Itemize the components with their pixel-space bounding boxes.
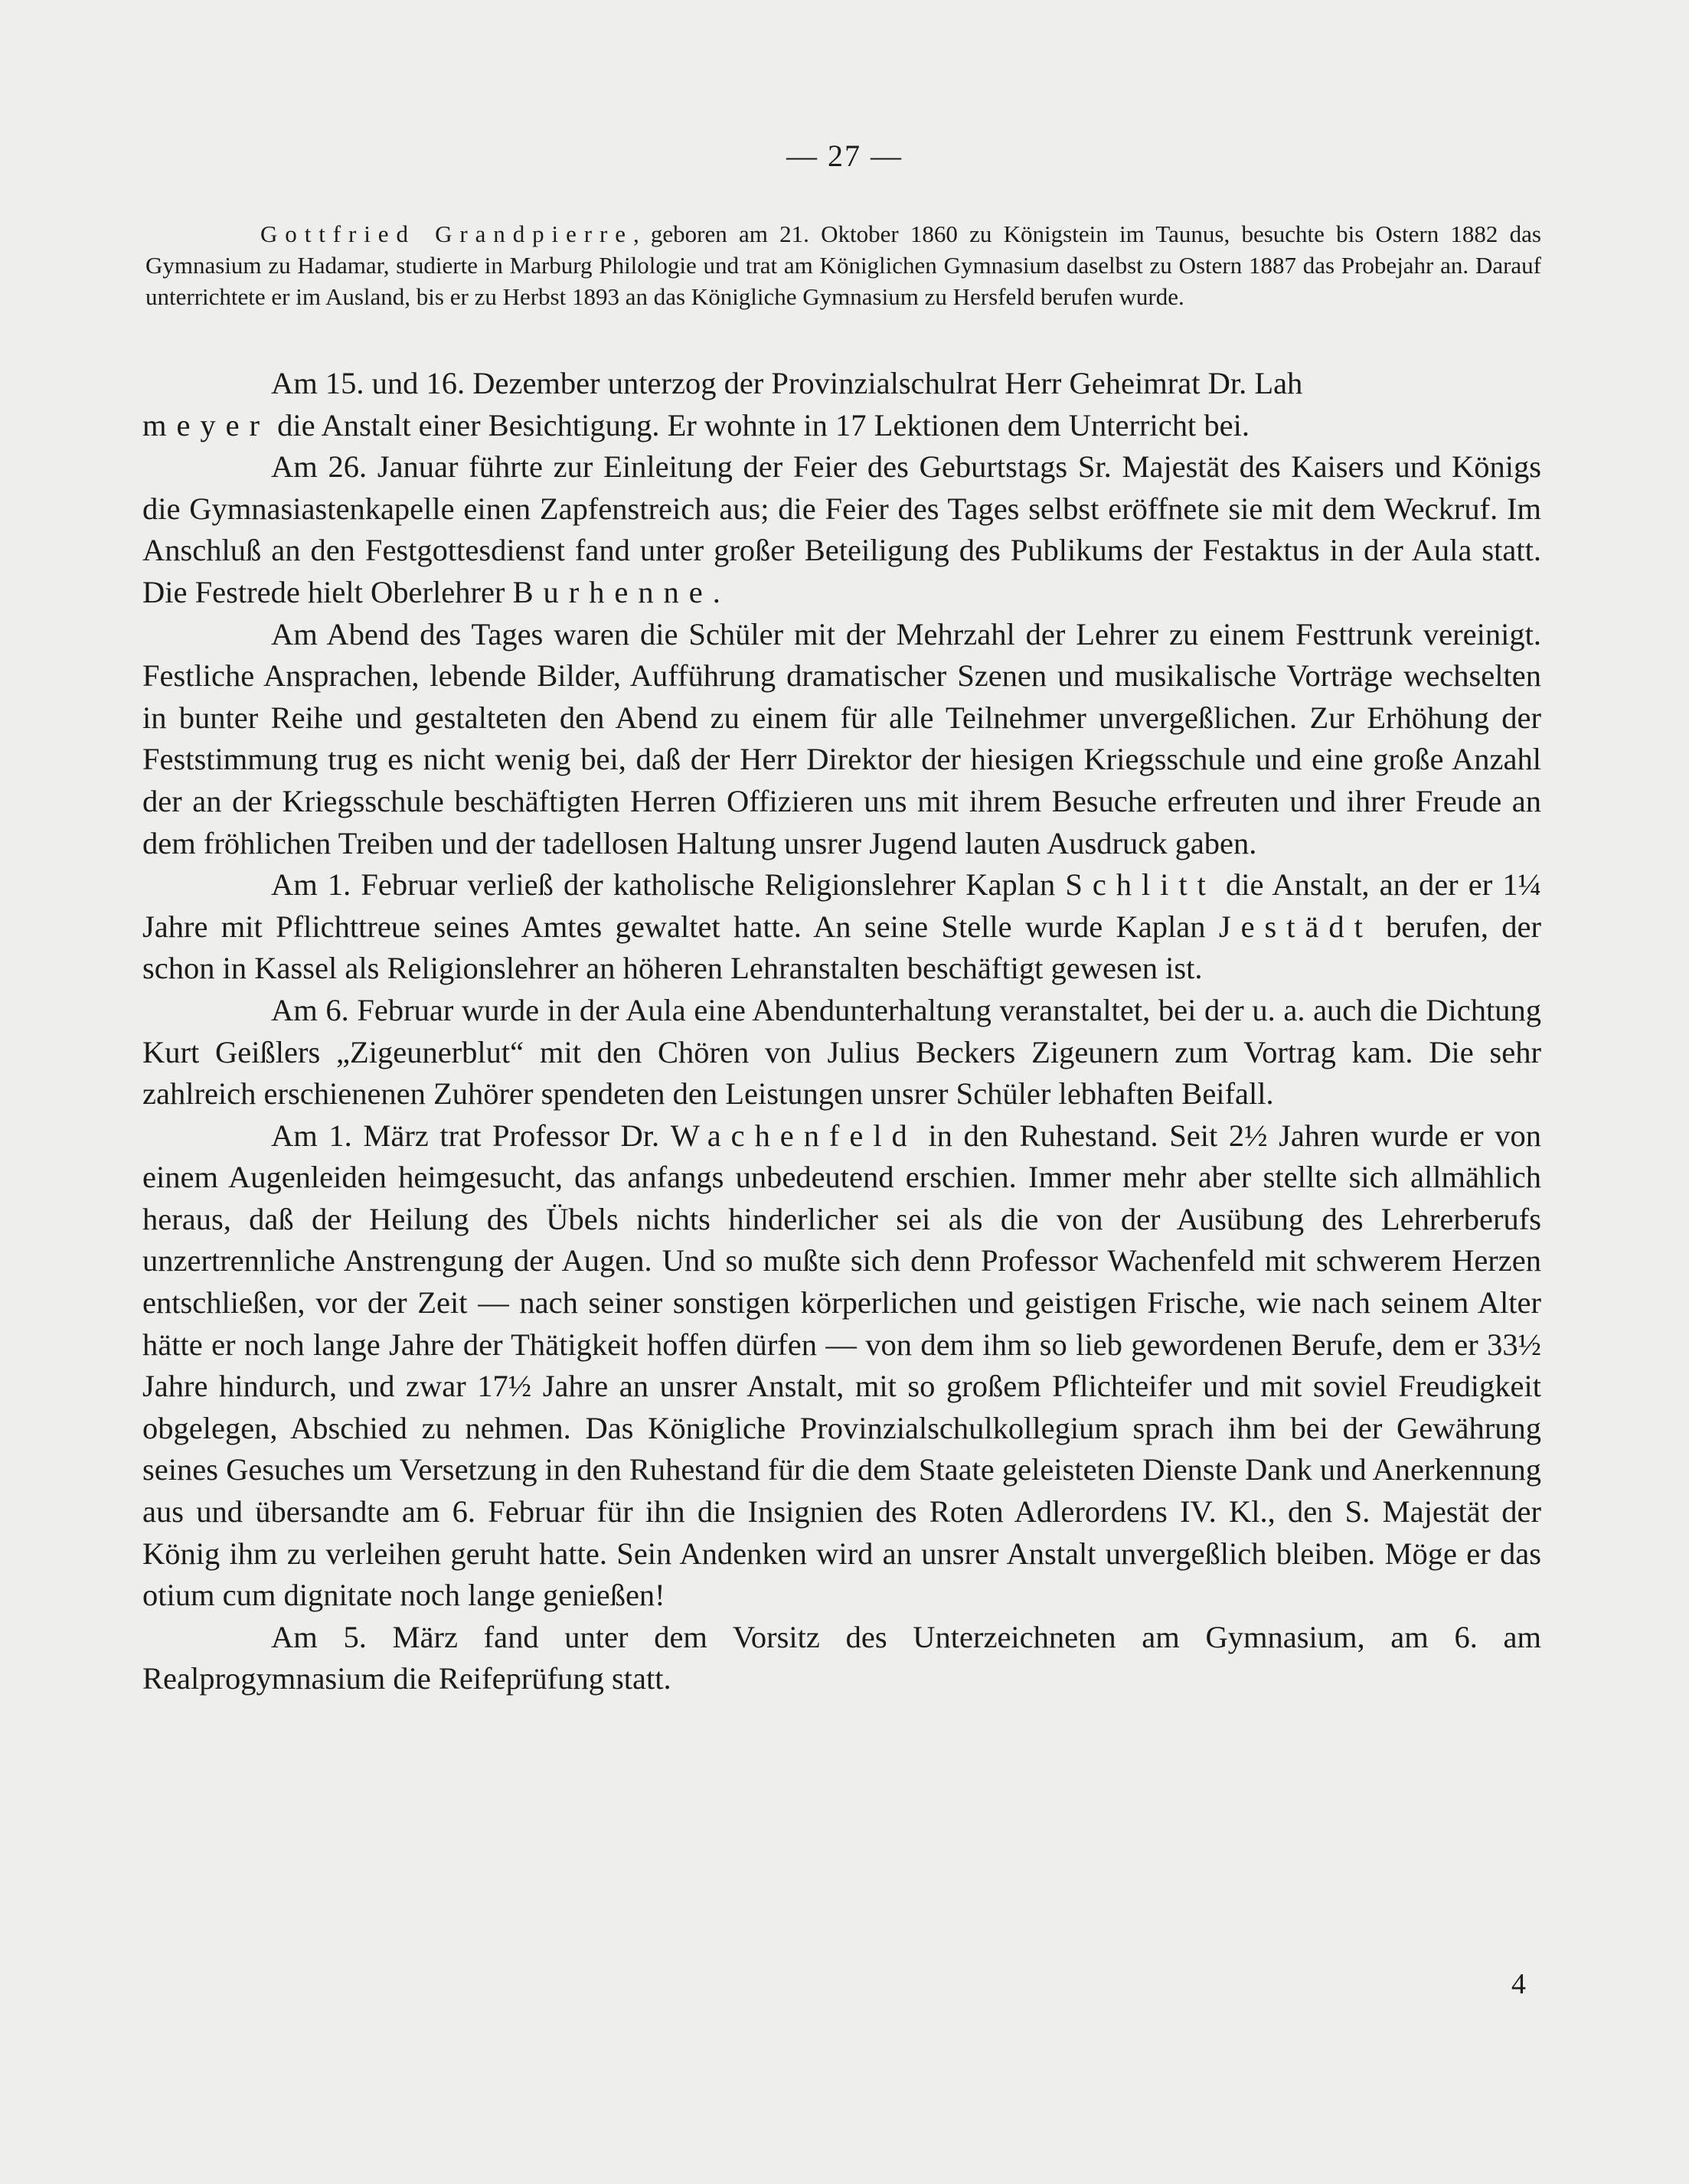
paragraph-evening-celebration: Am Abend des Tages waren die Schüler mit der Mehrzahl der Lehrer zu einem Festtrunk vereinigt. Festliche Ansprachen, lebende Bilder, Aufführung dramatischer Szenen und musikalische Vorträge wechselten in bunter Reihe und gestalteten den Abend zu einem für alle Teilnehmer unvergeßlichen. Zur Erhöhung der Feststimmung trug es nicht wenig bei, daß der Herr Direktor der hiesigen Kriegsschule und eine große Anzahl der an der Kriegsschule beschäftigten Herren Offizieren uns mit ihrem Besuche erfreuten und ihrer Freude an dem fröhlichen Treiben und der tadellosen Haltung unsrer Jugend lauten Ausdruck gaben. — [142, 616, 1541, 860]
spaced-name: Wachenfeld — [670, 1118, 917, 1153]
paragraph-text: in den Ruhestand. Seit 2½ Jahren wurde er von einem Augenleiden heimgesucht, das anfangs unbedeutend erschien. Immer mehr aber stellte sich allmählich heraus, daß der Heilung des Übels nichts hinderlicher sei als die von der Ausübung des Lehrerberufs unzertrennliche Anstrengung der Augen. Und so mußte sich denn Professor Wachenfeld mit schwerem Herzen entschließen, vor der Zeit — nach seiner sonstigen körperlichen und geistigen Frische, wie nach seinem Alter hätte er noch lange Jahre der Thätigkeit hoffen dürfen — von dem ihm so lieb gewordenen Berufe, dem er 33½ Jahre hindurch, und zwar 17½ Jahre an unsrer Anstalt, mit so großem Pflichteifer und mit soviel Freudigkeit obgelegen, Abschied zu nehmen. Das Königliche Provinzialschulkollegium sprach ihm bei der Gewährung seines Gesuches um Versetzung in den Ruhestand für die dem Staate geleisteten Dienste Dank und Anerkennung aus und übersandte am 6. Februar für ihn die Insignien des Roten Adlerordens IV. Kl., den S. Majestät der König ihm zu verleihen geruht hatte. Sein Andenken wird an unsrer Anstalt unvergeßlich bleiben. Möge er das otium cum dignitate noch lange genießen! — [142, 1118, 1541, 1613]
main-text — [142, 363, 1541, 1700]
spaced-name: Schlitt — [1065, 867, 1216, 903]
paragraph-emperor-birthday — [142, 446, 1541, 613]
page-number: — 27 — — [786, 139, 903, 173]
footnote-name: Gottfried Grandpierre — [260, 220, 633, 247]
paragraph-text: Am 1. März trat Professor Dr. — [271, 1118, 671, 1153]
paragraph-text: berufen, der schon in Kassel als Religionslehrer an höheren Lehranstalten beschäftigt gewesen ist. — [142, 909, 1541, 986]
paragraph-inspection — [142, 363, 1541, 446]
footnote-biography — [145, 218, 1541, 312]
spaced-name: meyer — [142, 407, 270, 442]
paragraph-text: die Anstalt einer Besichtigung. Er wohnte in 17 Lektionen dem Unterricht bei. — [270, 407, 1250, 442]
paragraph-text: Am 1. Februar verließ der katholische Religionslehrer Kaplan — [271, 867, 1066, 903]
paragraph-final-exam: Am 5. März fand unter dem Vorsitz des Unterzeichneten am Gymnasium, am 6. am Realprogymnasium die Reifeprüfung statt. — [142, 1619, 1541, 1696]
paragraph-text: . — [712, 574, 720, 609]
paragraph-text: die Anstalt, an der er 1¼ Jahre mit Pflichttreue seines Amtes gewaltet hatte. An seine Stelle wurde Kaplan — [142, 867, 1542, 944]
paragraph-evening-entertainment: Am 6. Februar wurde in der Aula eine Abendunterhaltung veranstaltet, bei der u. a. auch die Dichtung Kurt Geißlers „Zigeunerblut“ mit den Chören von Julius Beckers Zigeunern zum Vortrag kam. Die sehr zahlreich erschienenen Zuhörer spendeten den Leistungen unsrer Schüler lebhaften Beifall. — [142, 992, 1541, 1112]
footnote-text: , geboren am 21. Oktober 1860 zu Königstein im Taunus, besuchte bis Ostern 1882 das Gymnasium zu Hadamar, studierte in Marburg Philologie und trat am Königlichen Gymnasium daselbst zu Ostern 1887 das Probejahr an. Darauf unterrichtete er im Ausland, bis er zu Herbst 1893 an das Königliche Gymnasium zu Hersfeld berufen wurde. — [145, 220, 1541, 310]
paragraph-text: Am 15. und 16. Dezember unterzog der Provinzialschulrat Herr Geheimrat Dr. Lah — [271, 366, 1303, 400]
spaced-name: Burhenne — [512, 574, 713, 609]
paragraph-retirement — [142, 1115, 1541, 1617]
spaced-name: Jestädt — [1218, 909, 1373, 944]
signature-mark: 4 — [1511, 1968, 1526, 2000]
paragraph-text: Am 26. Januar führte zur Einleitung der Feier des Geburtstags Sr. Majestät des Kaisers und Königs die Gymnasiastenkapelle einen Zapfenstreich aus; die Feier des Tages selbst eröffnete sie mit dem Weckruf. Im Anschluß an den Festgottesdienst fand unter großer Beteiligung des Publikums der Festaktus in der Aula statt. Die Festrede hielt Oberlehrer — [142, 449, 1541, 609]
paragraph-religion-teacher — [142, 864, 1541, 990]
